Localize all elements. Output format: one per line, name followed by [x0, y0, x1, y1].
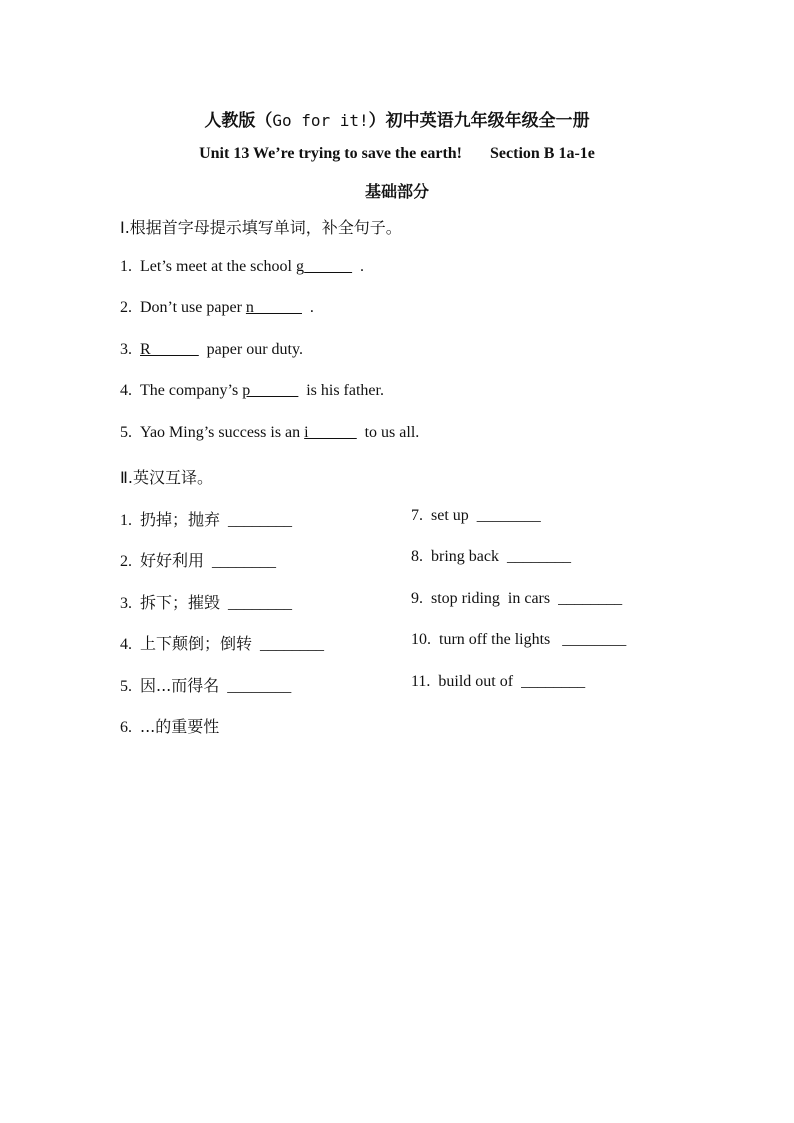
- translate-item: 6. ...的重要性: [120, 717, 220, 736]
- translate-item: 3. 拆下；摧毁 ________: [120, 593, 293, 612]
- worksheet-title: 人教版（Go for it!）初中英语九年级年级全一册: [204, 111, 590, 131]
- answer-blank[interactable]: i______: [304, 424, 357, 441]
- fill-item: 1. Let’s meet at the school g______ .: [120, 258, 364, 275]
- fill-item: 3. R______ paper our duty.: [120, 341, 303, 358]
- fill-item: 2. Don’t use paper n______ .: [120, 299, 314, 316]
- answer-blank[interactable]: ________: [260, 636, 325, 653]
- part1-heading: Ⅰ.根据首字母提示填写单词，补全句子。: [120, 218, 402, 237]
- answer-blank[interactable]: ________: [212, 553, 277, 570]
- answer-blank[interactable]: ________: [562, 631, 627, 648]
- answer-blank[interactable]: ________: [521, 673, 586, 690]
- answer-blank[interactable]: ________: [476, 507, 541, 524]
- unit-subtitle: [0, 145, 794, 163]
- answer-blank[interactable]: p______: [242, 382, 299, 399]
- answer-blank[interactable]: ________: [227, 678, 292, 695]
- fill-item: 4. The company’s p______ is his father.: [120, 382, 384, 399]
- translate-item: 9. stop riding in cars ________: [411, 590, 623, 607]
- translate-item: 2. 好好利用 ________: [120, 551, 277, 570]
- translate-item: 1. 扔掉；抛弃 ________: [120, 510, 293, 529]
- answer-blank[interactable]: n______: [245, 299, 302, 316]
- answer-blank[interactable]: ________: [558, 590, 623, 607]
- answer-blank[interactable]: g______: [295, 258, 352, 275]
- section-title: Section B 1a-1e: [490, 145, 595, 162]
- answer-blank[interactable]: ________: [228, 512, 293, 529]
- part2-heading: Ⅱ.英汉互译。: [120, 468, 213, 487]
- translate-item: 7. set up ________: [411, 507, 541, 524]
- translate-item: 4. 上下颠倒；倒转 ________: [120, 634, 325, 653]
- fill-item: 5. Yao Ming’s success is an i______ to us all.: [120, 424, 420, 441]
- answer-blank[interactable]: ________: [506, 548, 571, 565]
- part-label: 基础部分: [364, 182, 429, 201]
- translate-item: 8. bring back ________: [411, 548, 571, 565]
- translate-item: 11. build out of ________: [411, 673, 586, 690]
- answer-blank[interactable]: ________: [228, 595, 293, 612]
- translate-item: 10. turn off the lights ________: [411, 631, 627, 648]
- unit-title: Unit 13 We’re trying to save the earth!: [199, 145, 463, 162]
- answer-blank[interactable]: R______: [140, 341, 199, 358]
- translate-item: 5. 因...而得名 ________: [120, 676, 292, 695]
